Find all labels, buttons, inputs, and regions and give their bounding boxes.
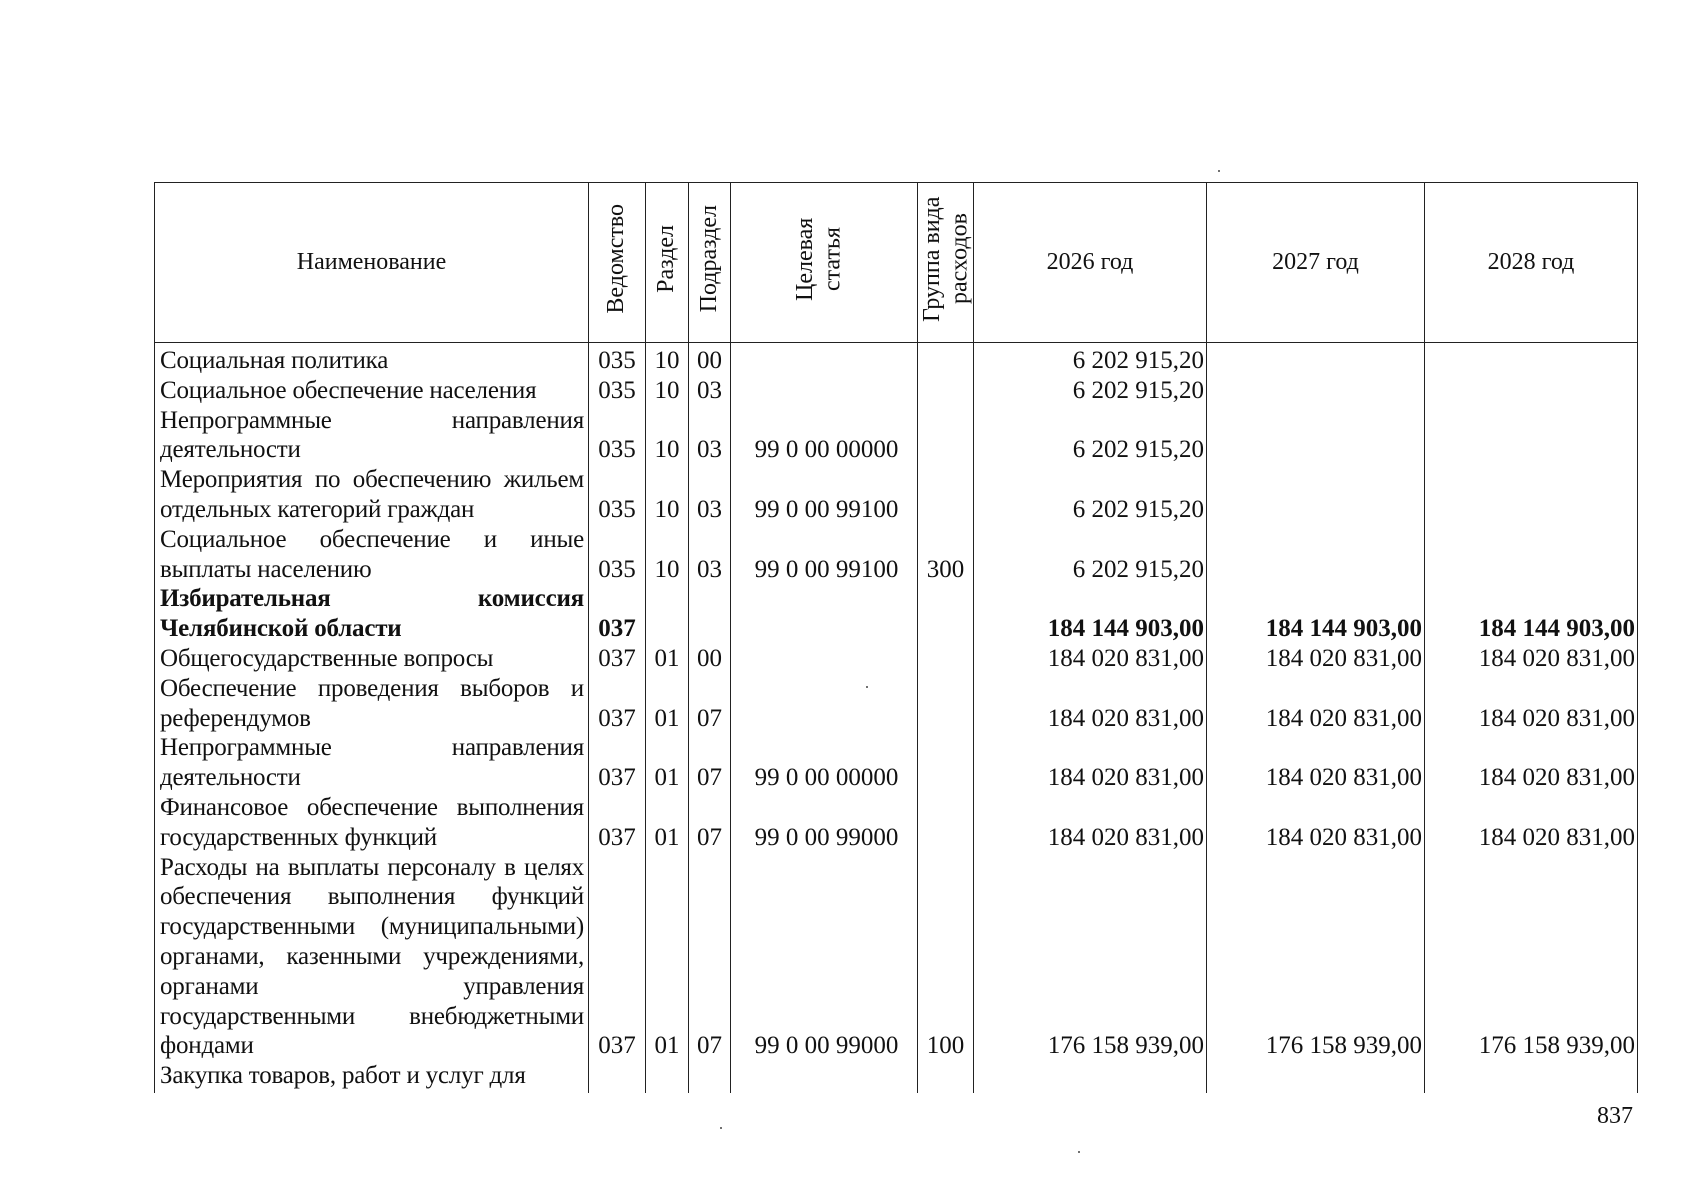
- row-name: Общегосударственные вопросы: [155, 644, 589, 674]
- row-target: [731, 376, 918, 406]
- table-row: [155, 343, 1638, 376]
- row-group: [918, 644, 974, 674]
- row-dept: [589, 1061, 646, 1093]
- row-amount-2026: [974, 1061, 1207, 1093]
- row-target: 99 0 00 99100: [731, 525, 918, 585]
- row-name: Социальное обеспечение населения: [155, 376, 589, 406]
- row-amount-2027: 184 020 831,00: [1207, 644, 1425, 674]
- row-amount-2028: 184 020 831,00: [1425, 644, 1638, 674]
- row-group: [918, 584, 974, 644]
- row-subsection: 03: [689, 376, 731, 406]
- row-amount-2026: 6 202 915,20: [974, 525, 1207, 585]
- row-section: 01: [646, 674, 689, 734]
- row-name: Финансовое обеспечение выполнения государственных функций: [155, 793, 589, 853]
- row-dept: 037: [589, 674, 646, 734]
- row-section: 10: [646, 465, 689, 525]
- row-subsection: 00: [689, 343, 731, 376]
- row-amount-2026: 184 020 831,00: [974, 644, 1207, 674]
- row-subsection: 03: [689, 465, 731, 525]
- row-amount-2026: 184 144 903,00: [974, 584, 1207, 644]
- row-target: [731, 674, 918, 734]
- row-amount-2027: 176 158 939,00: [1207, 853, 1425, 1062]
- table-row: [155, 406, 1638, 466]
- row-dept: 035: [589, 465, 646, 525]
- row-section: [646, 1061, 689, 1093]
- row-amount-2026: 184 020 831,00: [974, 733, 1207, 793]
- row-target: 99 0 00 99100: [731, 465, 918, 525]
- budget-table: [154, 182, 1638, 1093]
- row-section: 10: [646, 343, 689, 376]
- row-target: 99 0 00 00000: [731, 733, 918, 793]
- row-amount-2028: 184 020 831,00: [1425, 674, 1638, 734]
- header-row: [155, 183, 1638, 343]
- table-row: [155, 525, 1638, 585]
- row-dept: 037: [589, 584, 646, 644]
- header-subsection: Подраздел: [689, 183, 731, 343]
- scan-speck: [1218, 170, 1220, 172]
- row-name: Социальная политика: [155, 343, 589, 376]
- table-body: [155, 343, 1638, 1094]
- row-group: 300: [918, 525, 974, 585]
- row-name: Обеспечение проведения выборов и референдумов: [155, 674, 589, 734]
- row-group: [918, 343, 974, 376]
- row-amount-2026: 6 202 915,20: [974, 406, 1207, 466]
- row-dept: 037: [589, 853, 646, 1062]
- header-dept: Ведомство: [589, 183, 646, 343]
- row-amount-2026: 6 202 915,20: [974, 376, 1207, 406]
- row-amount-2028: 184 020 831,00: [1425, 793, 1638, 853]
- table-row: [155, 584, 1638, 644]
- table-row: [155, 674, 1638, 734]
- row-amount-2027: 184 020 831,00: [1207, 793, 1425, 853]
- row-section: 01: [646, 644, 689, 674]
- row-amount-2027: 184 020 831,00: [1207, 733, 1425, 793]
- row-group: [918, 793, 974, 853]
- row-amount-2028: 184 020 831,00: [1425, 733, 1638, 793]
- row-amount-2028: [1425, 465, 1638, 525]
- table-row: [155, 853, 1638, 1062]
- row-amount-2026: 6 202 915,20: [974, 343, 1207, 376]
- row-target: 99 0 00 99000: [731, 853, 918, 1062]
- row-dept: 037: [589, 644, 646, 674]
- row-section: 10: [646, 376, 689, 406]
- header-2027: 2027 год: [1207, 183, 1425, 343]
- row-name: Мероприятия по обеспечению жильем отдельных категорий граждан: [155, 465, 589, 525]
- row-amount-2026: 176 158 939,00: [974, 853, 1207, 1062]
- table-row: [155, 644, 1638, 674]
- row-group: [918, 406, 974, 466]
- row-amount-2027: [1207, 525, 1425, 585]
- header-name: Наименование: [155, 183, 589, 343]
- row-name: Непрограммные направления деятельности: [155, 733, 589, 793]
- row-subsection: 03: [689, 406, 731, 466]
- scan-speck: [720, 1127, 722, 1129]
- row-subsection: 07: [689, 853, 731, 1062]
- row-amount-2026: 6 202 915,20: [974, 465, 1207, 525]
- row-group: 100: [918, 853, 974, 1062]
- row-amount-2026: 184 020 831,00: [974, 793, 1207, 853]
- header-section: Раздел: [646, 183, 689, 343]
- row-name: Социальное обеспечение и иные выплаты населению: [155, 525, 589, 585]
- row-section: [646, 584, 689, 644]
- row-subsection: 07: [689, 793, 731, 853]
- row-dept: 035: [589, 343, 646, 376]
- row-target: [731, 343, 918, 376]
- row-dept: 037: [589, 793, 646, 853]
- row-section: 10: [646, 406, 689, 466]
- row-name: Закупка товаров, работ и услуг для: [155, 1061, 589, 1093]
- row-group: [918, 376, 974, 406]
- row-subsection: 07: [689, 733, 731, 793]
- header-2028: 2028 год: [1425, 183, 1638, 343]
- row-amount-2027: [1207, 343, 1425, 376]
- row-amount-2028: [1425, 343, 1638, 376]
- row-name: Избирательная комиссия Челябинской области: [155, 584, 589, 644]
- row-target: [731, 584, 918, 644]
- table-row: [155, 733, 1638, 793]
- table-row: [155, 465, 1638, 525]
- row-section: 01: [646, 853, 689, 1062]
- row-target: [731, 1061, 918, 1093]
- row-amount-2027: [1207, 465, 1425, 525]
- row-dept: 037: [589, 733, 646, 793]
- row-section: 01: [646, 733, 689, 793]
- row-group: [918, 465, 974, 525]
- row-section: 10: [646, 525, 689, 585]
- row-amount-2028: [1425, 525, 1638, 585]
- row-subsection: 03: [689, 525, 731, 585]
- header-target: Целевая статья: [731, 183, 918, 343]
- header-group: Группа вида расходов: [918, 183, 974, 343]
- row-amount-2028: [1425, 1061, 1638, 1093]
- scan-speck: [1078, 1151, 1080, 1153]
- row-name: Расходы на выплаты персоналу в целях обеспечения выполнения функций государственными (муниципальными) органами, казенными учреждениями, органами управления государственными внебюджетными фондами: [155, 853, 589, 1062]
- row-name: Непрограммные направления деятельности: [155, 406, 589, 466]
- row-group: [918, 674, 974, 734]
- row-subsection: [689, 584, 731, 644]
- scan-speck: [866, 686, 868, 688]
- row-amount-2028: 176 158 939,00: [1425, 853, 1638, 1062]
- row-section: 01: [646, 793, 689, 853]
- row-group: [918, 1061, 974, 1093]
- row-amount-2028: [1425, 376, 1638, 406]
- page-number: 837: [1597, 1103, 1633, 1129]
- row-amount-2027: [1207, 1061, 1425, 1093]
- header-2026: 2026 год: [974, 183, 1207, 343]
- table-row: [155, 1061, 1638, 1093]
- row-amount-2028: 184 144 903,00: [1425, 584, 1638, 644]
- row-subsection: 00: [689, 644, 731, 674]
- row-amount-2027: [1207, 406, 1425, 466]
- table-row: [155, 793, 1638, 853]
- row-amount-2027: 184 144 903,00: [1207, 584, 1425, 644]
- row-subsection: [689, 1061, 731, 1093]
- row-amount-2028: [1425, 406, 1638, 466]
- row-amount-2027: 184 020 831,00: [1207, 674, 1425, 734]
- row-target: 99 0 00 00000: [731, 406, 918, 466]
- row-subsection: 07: [689, 674, 731, 734]
- row-target: 99 0 00 99000: [731, 793, 918, 853]
- row-amount-2026: 184 020 831,00: [974, 674, 1207, 734]
- row-dept: 035: [589, 376, 646, 406]
- row-target: [731, 644, 918, 674]
- row-amount-2027: [1207, 376, 1425, 406]
- table-row: [155, 376, 1638, 406]
- row-dept: 035: [589, 525, 646, 585]
- row-dept: 035: [589, 406, 646, 466]
- row-group: [918, 733, 974, 793]
